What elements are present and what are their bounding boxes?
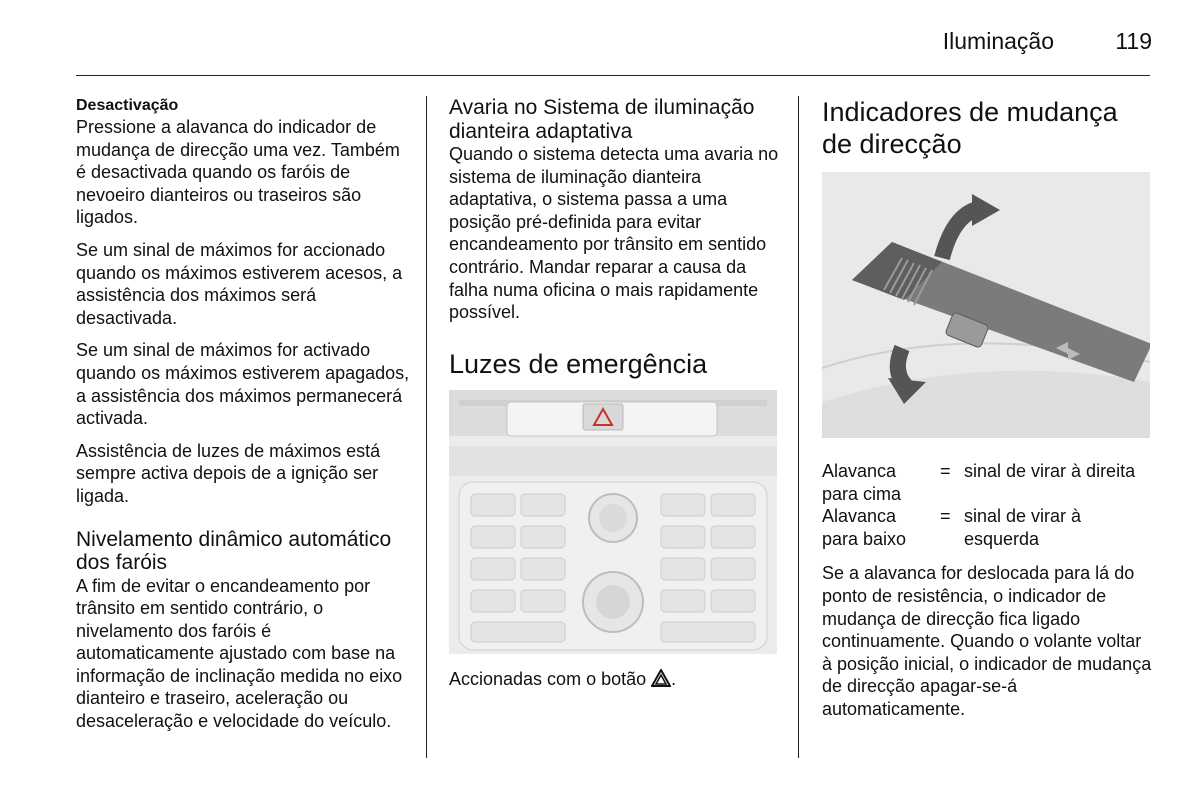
- heading-luzes-emergencia: Luzes de emergência: [449, 348, 708, 379]
- column-divider-2: [798, 96, 799, 758]
- paragraph: A fim de evitar o encandeamento por trânsito em sentido contrário, o nivelamento dos faróis é automaticamente ajustado com base na informação de inclinação medida no eixo dianteiro e traseiro, aceleração ou desaceleração e velocidade do veículo.: [76, 575, 403, 732]
- column-2: [449, 96, 779, 690]
- paragraph: Se um sinal de máximos for activado quando os máximos estiverem apagados, a assistência dos máximos permanecerá activada.: [76, 340, 410, 429]
- hazard-caption: [449, 668, 779, 691]
- def-term: Alavanca para baixo: [822, 506, 907, 549]
- paragraph: Se um sinal de máximos for accionado quando os máximos estiverem acesos, a assistência dos máximos será desactivada.: [76, 239, 403, 328]
- heading-nivelamento: Nivelamento dinâmico automático dos faróis: [76, 527, 392, 574]
- paragraph: Pressione a alavanca do indicador de mudança de direcção uma vez. Também é desactivada quando os faróis de nevoeiro dianteiros ou traseiros são ligados.: [76, 117, 400, 228]
- def-separator: =: [940, 506, 951, 527]
- paragraph: Se a alavanca for deslocada para lá do ponto de resistência, o indicador de mudança de direcção fica ligado continuamente. Quando o volante voltar à posição inicial, o indicador de mudança de direcção apagar-se-á automaticamente.: [822, 563, 1152, 719]
- paragraph: Assistência de luzes de máximos está sempre activa depois de a ignição ser ligada.: [76, 440, 381, 506]
- heading-desactivacao: Desactivação: [76, 97, 179, 114]
- def-term: Alavanca para cima: [822, 461, 902, 504]
- def-description: sinal de virar à direita: [964, 461, 1136, 481]
- def-separator: =: [940, 461, 951, 481]
- column-3: [822, 96, 1152, 731]
- hazard-console-illustration: [449, 390, 777, 654]
- column-1: [76, 96, 411, 743]
- paragraph: Quando o sistema detecta uma avaria no sistema de iluminação dianteira adaptativa, o sistema passa a uma posição pré-definida para evitar encandeamento por trânsito em sentido contrário. Mandar reparar a causa da falha numa oficina o mais rapidamente possível.: [449, 144, 779, 323]
- heading-avaria: Avaria no Sistema de iluminação dianteira adaptativa: [449, 96, 755, 143]
- definition-list: [822, 460, 1152, 550]
- caption-text: Accionadas com o botão: [449, 668, 647, 689]
- header-rule: [76, 75, 1150, 76]
- def-description: sinal de virar à esquerda: [964, 506, 1082, 549]
- section-title: Iluminação: [942, 28, 1054, 54]
- page-header: [0, 0, 1200, 76]
- page-number: 119: [1115, 28, 1152, 54]
- turn-signal-lever-illustration: [822, 172, 1150, 438]
- column-divider-1: [426, 96, 427, 758]
- caption-suffix: .: [671, 668, 677, 689]
- heading-indicadores: Indicadores de mudança de direcção: [822, 97, 1118, 159]
- hazard-triangle-icon: [651, 669, 671, 687]
